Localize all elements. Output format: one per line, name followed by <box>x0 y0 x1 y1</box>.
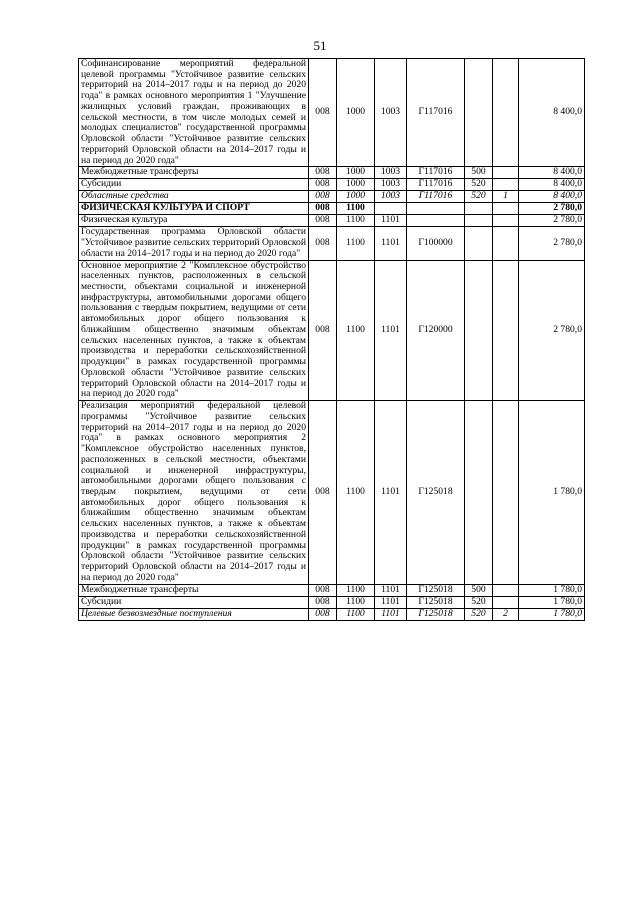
cell-grbs: 008 <box>309 167 337 179</box>
cell-section: 1100 <box>337 203 375 215</box>
table-row <box>79 260 585 401</box>
cell-section: 1100 <box>337 608 375 620</box>
cell-subsection: 1101 <box>375 227 407 260</box>
row-description: Физическая культура <box>79 215 309 227</box>
cell-grbs: 008 <box>309 203 337 215</box>
cell-grbs: 008 <box>309 596 337 608</box>
cell-expense-type <box>465 260 493 401</box>
cell-expense-type: 520 <box>465 596 493 608</box>
cell-sum: 8 400,0 <box>519 59 585 167</box>
cell-expense-type <box>465 59 493 167</box>
cell-source <box>493 401 519 584</box>
row-description: Реализация мероприятий федеральной целевой программы "Устойчивое развитие сельских территорий на 2014–2017 годы и на период до 2020 года" в рамках основного мероприятия 2 "Комплексное обустройство населенных пунктов, расположенных в сельской местности, объектами социальной и инженерной инфраструктуры, автомобильными дорогами общего пользования с твердым покрытием, ведущими от сети автомобильных дорог общего пользования к ближайшим общественно значимым объектам сельских населенных пунктов, а также к объектам производства и переработки сельскохозяйственной продукции" в рамках государственной программы Орловской области "Устойчивое развитие сельских территорий Орловской области на 2014–2017 годы и на период до 2020 года" <box>79 401 309 584</box>
cell-sum: 1 780,0 <box>519 596 585 608</box>
cell-section: 1000 <box>337 167 375 179</box>
cell-source <box>493 59 519 167</box>
table-row <box>79 215 585 227</box>
cell-section: 1000 <box>337 191 375 203</box>
cell-grbs: 008 <box>309 260 337 401</box>
cell-sum: 8 400,0 <box>519 179 585 191</box>
row-description: Целевые безвозмездные поступления <box>79 608 309 620</box>
table-row <box>79 584 585 596</box>
cell-grbs: 008 <box>309 215 337 227</box>
row-description: ФИЗИЧЕСКАЯ КУЛЬТУРА И СПОРТ <box>79 203 309 215</box>
cell-section: 1000 <box>337 179 375 191</box>
table-row <box>79 167 585 179</box>
cell-expense-type: 500 <box>465 167 493 179</box>
cell-sum: 2 780,0 <box>519 227 585 260</box>
cell-subsection: 1101 <box>375 215 407 227</box>
cell-target-article: Г117016 <box>407 59 465 167</box>
cell-target-article: Г125018 <box>407 596 465 608</box>
cell-section: 1100 <box>337 596 375 608</box>
cell-expense-type: 520 <box>465 179 493 191</box>
cell-target-article: Г117016 <box>407 179 465 191</box>
cell-source <box>493 215 519 227</box>
cell-target-article: Г125018 <box>407 401 465 584</box>
row-description: Областные средства <box>79 191 309 203</box>
cell-subsection: 1101 <box>375 260 407 401</box>
table-row <box>79 608 585 620</box>
cell-section: 1100 <box>337 215 375 227</box>
cell-sum: 1 780,0 <box>519 608 585 620</box>
cell-subsection: 1003 <box>375 59 407 167</box>
cell-expense-type <box>465 401 493 584</box>
cell-target-article: Г117016 <box>407 167 465 179</box>
row-description: Софинансирование мероприятий федеральной целевой программы "Устойчивое развитие сельских территорий на 2014–2017 годы и на период до 2020 года" в рамках основного мероприятия 1 "Улучшение жилищных условий граждан, проживающих в сельской местности, в том числе молодых семей и молодых специалистов" государственной программы Орловской области "Устойчивое развитие сельских территорий Орловской области на 2014–2017 годы и на период до 2020 года" <box>79 59 309 167</box>
cell-target-article: Г120000 <box>407 260 465 401</box>
cell-expense-type <box>465 215 493 227</box>
table-row <box>79 401 585 584</box>
budget-table <box>78 58 585 621</box>
cell-source <box>493 227 519 260</box>
cell-sum: 1 780,0 <box>519 584 585 596</box>
cell-section: 1100 <box>337 227 375 260</box>
table-row <box>79 596 585 608</box>
row-description: Межбюджетные трансферты <box>79 584 309 596</box>
row-description: Субсидии <box>79 179 309 191</box>
cell-grbs: 008 <box>309 179 337 191</box>
row-description: Государственная программа Орловской области "Устойчивое развитие сельских территорий Орловской области на 2014–2017 годы и на период до 2020 года" <box>79 227 309 260</box>
table-row <box>79 203 585 215</box>
cell-target-article: Г125018 <box>407 608 465 620</box>
cell-subsection <box>375 203 407 215</box>
page-number: 51 <box>313 38 327 53</box>
row-description: Субсидии <box>79 596 309 608</box>
cell-grbs: 008 <box>309 191 337 203</box>
cell-source <box>493 203 519 215</box>
cell-expense-type <box>465 227 493 260</box>
cell-expense-type: 520 <box>465 608 493 620</box>
cell-subsection: 1003 <box>375 167 407 179</box>
cell-sum: 2 780,0 <box>519 203 585 215</box>
cell-source: 2 <box>493 608 519 620</box>
cell-subsection: 1003 <box>375 179 407 191</box>
table-row <box>79 59 585 167</box>
cell-source <box>493 179 519 191</box>
cell-expense-type: 520 <box>465 191 493 203</box>
table-row <box>79 191 585 203</box>
cell-grbs: 008 <box>309 227 337 260</box>
cell-section: 1100 <box>337 584 375 596</box>
cell-expense-type <box>465 203 493 215</box>
cell-subsection: 1101 <box>375 608 407 620</box>
row-description: Основное мероприятие 2 "Комплексное обустройство населенных пунктов, расположенных в сельской местности, объектами социальной и инженерной инфраструктуры, автомобильными дорогами общего пользования с твердым покрытием, ведущими от сети автомобильных дорог общего пользования к ближайшим общественно значимым объектам сельских населенных пунктов, а также к объектам производства и переработки сельскохозяйственной продукции" в рамках государственной программы Орловской области "Устойчивое развитие сельских территорий Орловской области на 2014–2017 годы и на период до 2020 года" <box>79 260 309 401</box>
cell-grbs: 008 <box>309 401 337 584</box>
cell-sum: 2 780,0 <box>519 215 585 227</box>
cell-sum: 2 780,0 <box>519 260 585 401</box>
cell-target-article <box>407 203 465 215</box>
cell-section: 1100 <box>337 401 375 584</box>
cell-subsection: 1101 <box>375 584 407 596</box>
cell-source: 1 <box>493 191 519 203</box>
row-description: Межбюджетные трансферты <box>79 167 309 179</box>
cell-sum: 8 400,0 <box>519 167 585 179</box>
cell-grbs: 008 <box>309 608 337 620</box>
cell-target-article: Г125018 <box>407 584 465 596</box>
cell-source <box>493 167 519 179</box>
cell-grbs: 008 <box>309 584 337 596</box>
cell-expense-type: 500 <box>465 584 493 596</box>
cell-source <box>493 260 519 401</box>
cell-target-article: Г117016 <box>407 191 465 203</box>
cell-target-article: Г100000 <box>407 227 465 260</box>
cell-source <box>493 584 519 596</box>
cell-section: 1100 <box>337 260 375 401</box>
cell-subsection: 1101 <box>375 401 407 584</box>
cell-grbs: 008 <box>309 59 337 167</box>
cell-subsection: 1101 <box>375 596 407 608</box>
cell-source <box>493 596 519 608</box>
table-row <box>79 227 585 260</box>
cell-target-article <box>407 215 465 227</box>
cell-sum: 1 780,0 <box>519 401 585 584</box>
cell-sum: 8 400,0 <box>519 191 585 203</box>
table-row <box>79 179 585 191</box>
cell-subsection: 1003 <box>375 191 407 203</box>
cell-section: 1000 <box>337 59 375 167</box>
